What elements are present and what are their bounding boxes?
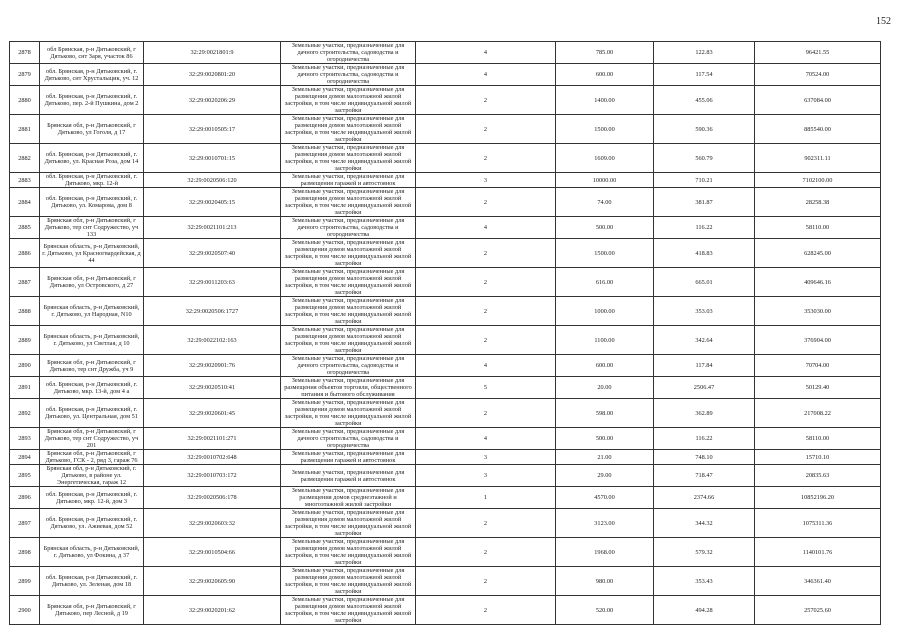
cadastral-value-cell: 217008.22	[755, 399, 881, 428]
address-cell: Брянская область, р-н Дятьковский, г. Дятьково, ул Красногвардейская, д 44	[40, 239, 144, 268]
cadastral-value-cell: 20835.63	[755, 465, 881, 487]
row-number: 2891	[10, 377, 40, 399]
specific-value-cell: 117.54	[654, 64, 755, 86]
group-cell: 5	[416, 377, 556, 399]
specific-value-cell: 344.32	[654, 509, 755, 538]
address-cell: обл. Брянская, р-н Дятьковский, г. Дятьково, снт Хрустальщик, уч. 12	[40, 64, 144, 86]
table-row	[10, 268, 881, 297]
specific-value-cell: 2374.66	[654, 487, 755, 509]
address-cell: Брянская область, р-н Дятьковский, г. Дятьково, ул Фокина, д 37	[40, 538, 144, 567]
address-cell: Брянская обл, р-н Дятьковский, г Дятьково, тер снт Содружество, уч 201	[40, 428, 144, 450]
cadastral-value-cell: 885540.00	[755, 115, 881, 144]
area-cell: 980.00	[556, 567, 654, 596]
cadastral-value-cell: 257025.60	[755, 596, 881, 625]
cadastral-number-cell: 32:29:0021101:213	[144, 217, 281, 239]
group-cell: 1	[416, 487, 556, 509]
land-use-cell: Земельные участки, предназначенные для размещения домов среднеэтажной и многоэтажной жилой застройки	[281, 487, 416, 509]
row-number: 2887	[10, 268, 40, 297]
cadastral-number-cell: 32:29:0021801:9	[144, 42, 281, 64]
table-row	[10, 355, 881, 377]
land-use-cell: Земельные участки, предназначенные для дачного строительства, садоводства и огородничества	[281, 64, 416, 86]
group-cell: 2	[416, 144, 556, 173]
cadastral-number-cell: 32:29:0020507:40	[144, 239, 281, 268]
land-use-cell: Земельные участки, предназначенные для размещения домов малоэтажной жилой застройки, в том числе индивидуальной жилой застройки	[281, 297, 416, 326]
group-cell: 4	[416, 428, 556, 450]
group-cell: 2	[416, 268, 556, 297]
area-cell: 785.00	[556, 42, 654, 64]
specific-value-cell: 718.47	[654, 465, 755, 487]
area-cell: 4570.00	[556, 487, 654, 509]
address-cell: Брянская область, р-н Дятьковский, г. Дятьково, ул Светлая, д 10	[40, 326, 144, 355]
area-cell: 500.00	[556, 217, 654, 239]
area-cell: 1609.00	[556, 144, 654, 173]
group-cell: 2	[416, 188, 556, 217]
address-cell: Брянская область, р-н Дятьковский, г. Дятьково, ул Народная, N10	[40, 297, 144, 326]
row-number: 2896	[10, 487, 40, 509]
area-cell: 3123.00	[556, 509, 654, 538]
land-use-cell: Земельные участки, предназначенные для размещения домов малоэтажной жилой застройки, в том числе индивидуальной жилой застройки	[281, 115, 416, 144]
area-cell: 616.00	[556, 268, 654, 297]
table-row	[10, 450, 881, 465]
area-cell: 20.00	[556, 377, 654, 399]
land-use-cell: Земельные участки, предназначенные для размещения домов малоэтажной жилой застройки, в том числе индивидуальной жилой застройки	[281, 188, 416, 217]
cadastral-value-cell: 7102100.00	[755, 173, 881, 188]
group-cell: 2	[416, 509, 556, 538]
area-cell: 1100.00	[556, 326, 654, 355]
land-use-cell: Земельные участки, предназначенные для размещения домов малоэтажной жилой застройки, в том числе индивидуальной жилой застройки	[281, 538, 416, 567]
cadastral-value-cell: 58110.00	[755, 217, 881, 239]
row-number: 2884	[10, 188, 40, 217]
area-cell: 10000.00	[556, 173, 654, 188]
table-row	[10, 188, 881, 217]
cadastral-value-cell: 58110.00	[755, 428, 881, 450]
address-cell: обл. Брянская, р-н Дятьковский, г. Дятьково, пер. 2-й Пушкина, дом 2	[40, 86, 144, 115]
specific-value-cell: 2506.47	[654, 377, 755, 399]
cadastral-number-cell: 32:29:0010702:648	[144, 450, 281, 465]
group-cell: 2	[416, 538, 556, 567]
cadastral-number-cell: 32:29:0020506:120	[144, 173, 281, 188]
row-number: 2893	[10, 428, 40, 450]
land-use-cell: Земельные участки, предназначенные для размещения гаражей и автостоянок	[281, 173, 416, 188]
row-number: 2898	[10, 538, 40, 567]
specific-value-cell: 122.83	[654, 42, 755, 64]
cadastral-value-cell: 902311.11	[755, 144, 881, 173]
cadastral-number-cell: 32:29:0020206:29	[144, 86, 281, 115]
specific-value-cell: 455.06	[654, 86, 755, 115]
table-row	[10, 42, 881, 64]
land-use-cell: Земельные участки, предназначенные для размещения домов малоэтажной жилой застройки, в том числе индивидуальной жилой застройки	[281, 239, 416, 268]
area-cell: 74.00	[556, 188, 654, 217]
land-use-cell: Земельные участки, предназначенные для размещения домов малоэтажной жилой застройки, в том числе индивидуальной жилой застройки	[281, 86, 416, 115]
table-row	[10, 144, 881, 173]
cadastral-value-cell: 637084.00	[755, 86, 881, 115]
address-cell: Брянская обл, р-н Дятьковский, г. Дятьково, в районе ул. Энергетическая, гараж 12	[40, 465, 144, 487]
cadastral-value-cell: 353030.00	[755, 297, 881, 326]
group-cell: 2	[416, 239, 556, 268]
specific-value-cell: 116.22	[654, 217, 755, 239]
cadastral-number-cell: 32:29:0010505:17	[144, 115, 281, 144]
land-use-cell: Земельные участки, предназначенные для размещения домов малоэтажной жилой застройки, в том числе индивидуальной жилой застройки	[281, 326, 416, 355]
area-cell: 1500.00	[556, 115, 654, 144]
table-row	[10, 86, 881, 115]
row-number: 2883	[10, 173, 40, 188]
cadastral-number-cell: 32:29:0020605:90	[144, 567, 281, 596]
specific-value-cell: 560.79	[654, 144, 755, 173]
page-number: 152	[876, 16, 891, 27]
land-use-cell: Земельные участки, предназначенные для дачного строительства, садоводства и огородничества	[281, 355, 416, 377]
specific-value-cell: 748.10	[654, 450, 755, 465]
cadastral-value-cell: 28258.38	[755, 188, 881, 217]
table-body	[10, 42, 881, 625]
land-use-cell: Земельные участки, предназначенные для размещения гаражей и автостоянок	[281, 465, 416, 487]
group-cell: 4	[416, 355, 556, 377]
row-number: 2886	[10, 239, 40, 268]
area-cell: 1500.00	[556, 239, 654, 268]
table-row	[10, 173, 881, 188]
table-row	[10, 465, 881, 487]
group-cell: 2	[416, 326, 556, 355]
land-use-cell: Земельные участки, предназначенные для размещения гаражей и автостоянок	[281, 450, 416, 465]
cadastral-value-cell: 15710.10	[755, 450, 881, 465]
row-number: 2888	[10, 297, 40, 326]
area-cell: 29.00	[556, 465, 654, 487]
specific-value-cell: 116.22	[654, 428, 755, 450]
table-row	[10, 115, 881, 144]
cadastral-value-cell: 50129.40	[755, 377, 881, 399]
row-number: 2889	[10, 326, 40, 355]
row-number: 2894	[10, 450, 40, 465]
land-use-cell: Земельные участки, предназначенные для размещения домов малоэтажной жилой застройки, в том числе индивидуальной жилой застройки	[281, 144, 416, 173]
table-row	[10, 377, 881, 399]
specific-value-cell: 665.01	[654, 268, 755, 297]
group-cell: 3	[416, 450, 556, 465]
cadastral-number-cell: 32:29:0022102:163	[144, 326, 281, 355]
specific-value-cell: 494.28	[654, 596, 755, 625]
cadastral-value-cell: 1140101.76	[755, 538, 881, 567]
cadastral-number-cell: 32:29:0020506:178	[144, 487, 281, 509]
area-cell: 500.00	[556, 428, 654, 450]
cadastral-value-cell: 70524.00	[755, 64, 881, 86]
group-cell: 2	[416, 297, 556, 326]
land-use-cell: Земельные участки, предназначенные для размещения домов малоэтажной жилой застройки, в том числе индивидуальной жилой застройки	[281, 567, 416, 596]
cadastral-number-cell: 32:29:0011203:63	[144, 268, 281, 297]
row-number: 2897	[10, 509, 40, 538]
area-cell: 1968.00	[556, 538, 654, 567]
table-row	[10, 64, 881, 86]
row-number: 2880	[10, 86, 40, 115]
specific-value-cell: 353.43	[654, 567, 755, 596]
address-cell: Брянская обл, р-н Дятьковский, г Дятьково, тер снт Содружество, уч 133	[40, 217, 144, 239]
group-cell: 4	[416, 64, 556, 86]
cadastral-value-cell: 409646.16	[755, 268, 881, 297]
address-cell: Брянская обл, р-н Дятьковский, г Дятьково, ГСК - 2, ряд 3, гараж 76	[40, 450, 144, 465]
specific-value-cell: 362.89	[654, 399, 755, 428]
address-cell: обл. Брянская, р-н Дятьковский, г. Дятьково, ул. Ажиевая, дом 52	[40, 509, 144, 538]
area-cell: 600.00	[556, 64, 654, 86]
specific-value-cell: 381.87	[654, 188, 755, 217]
land-use-cell: Земельные участки, предназначенные для размещения объектов торговли, общественного питания и бытового обслуживания	[281, 377, 416, 399]
row-number: 2882	[10, 144, 40, 173]
specific-value-cell: 353.03	[654, 297, 755, 326]
group-cell: 2	[416, 115, 556, 144]
group-cell: 4	[416, 42, 556, 64]
address-cell: Брянская обл, р-н Дятьковский, г Дятьково, ул Гоголя, д 17	[40, 115, 144, 144]
group-cell: 3	[416, 173, 556, 188]
specific-value-cell: 579.32	[654, 538, 755, 567]
area-cell: 598.00	[556, 399, 654, 428]
area-cell: 1000.00	[556, 297, 654, 326]
address-cell: обл. Брянская, р-н Дятьковский, г. Дятьково, мкр. 12-й	[40, 173, 144, 188]
cadastral-number-cell: 32:29:0020601:45	[144, 399, 281, 428]
cadastral-number-cell: 32:29:0010701:15	[144, 144, 281, 173]
group-cell: 3	[416, 465, 556, 487]
land-use-cell: Земельные участки, предназначенные для размещения домов малоэтажной жилой застройки, в том числе индивидуальной жилой застройки	[281, 399, 416, 428]
specific-value-cell: 117.84	[654, 355, 755, 377]
table-row	[10, 399, 881, 428]
group-cell: 2	[416, 596, 556, 625]
cadastral-value-cell: 376904.00	[755, 326, 881, 355]
cadastral-number-cell: 32:29:0021101:271	[144, 428, 281, 450]
cadastral-number-cell: 32:29:0010703:172	[144, 465, 281, 487]
cadastral-number-cell: 32:29:0020510:41	[144, 377, 281, 399]
group-cell: 2	[416, 86, 556, 115]
cadastral-number-cell: 32:29:0020506:1727	[144, 297, 281, 326]
cadastral-value-table	[9, 41, 881, 625]
address-cell: обл. Брянская, р-н Дятьковский, г. Дятьково, ул. Центральная, дом 51	[40, 399, 144, 428]
cadastral-value-cell: 628245.00	[755, 239, 881, 268]
table-row	[10, 567, 881, 596]
cadastral-value-cell: 70704.00	[755, 355, 881, 377]
group-cell: 2	[416, 567, 556, 596]
table-row	[10, 217, 881, 239]
table-row	[10, 297, 881, 326]
address-cell: обл. Брянская, р-н Дятьковский, г. Дятьково, ул. Красная Роза, дом 14	[40, 144, 144, 173]
table-row	[10, 596, 881, 625]
group-cell: 4	[416, 217, 556, 239]
row-number: 2892	[10, 399, 40, 428]
land-use-cell: Земельные участки, предназначенные для дачного строительства, садоводства и огородничества	[281, 428, 416, 450]
row-number: 2899	[10, 567, 40, 596]
address-cell: обл. Брянская, р-н Дятьковский, г. Дятьково, мкр. 13-й, дом 4 а	[40, 377, 144, 399]
address-cell: обл. Брянская, р-н Дятьковский, г. Дятьково, мкр. 12-й, дом 3	[40, 487, 144, 509]
address-cell: Брянская обл, р-н Дятьковский, г Дятьково, пер Лесной, д 19	[40, 596, 144, 625]
cadastral-value-cell: 10852196.20	[755, 487, 881, 509]
cadastral-number-cell: 32:29:0020603:32	[144, 509, 281, 538]
cadastral-value-cell: 1075311.36	[755, 509, 881, 538]
table-row	[10, 428, 881, 450]
group-cell: 2	[416, 399, 556, 428]
address-cell: обл Брянская, р-н Дятьковский, г Дятьково, снт Заря, участок 86	[40, 42, 144, 64]
cadastral-number-cell: 32:29:0020201:62	[144, 596, 281, 625]
cadastral-number-cell: 32:29:0020901:76	[144, 355, 281, 377]
row-number: 2895	[10, 465, 40, 487]
specific-value-cell: 342.64	[654, 326, 755, 355]
row-number: 2890	[10, 355, 40, 377]
row-number: 2878	[10, 42, 40, 64]
row-number: 2881	[10, 115, 40, 144]
land-use-cell: Земельные участки, предназначенные для размещения домов малоэтажной жилой застройки, в том числе индивидуальной жилой застройки	[281, 268, 416, 297]
table-row	[10, 538, 881, 567]
land-use-cell: Земельные участки, предназначенные для размещения домов малоэтажной жилой застройки, в том числе индивидуальной жилой застройки	[281, 509, 416, 538]
cadastral-value-cell: 96421.55	[755, 42, 881, 64]
land-use-cell: Земельные участки, предназначенные для дачного строительства, садоводства и огородничества	[281, 42, 416, 64]
table-row	[10, 509, 881, 538]
specific-value-cell: 418.83	[654, 239, 755, 268]
specific-value-cell: 710.21	[654, 173, 755, 188]
specific-value-cell: 590.36	[654, 115, 755, 144]
address-cell: Брянская обл, р-н Дятьковский, г Дятьково, тер снт Дружба, уч 9	[40, 355, 144, 377]
land-use-cell: Земельные участки, предназначенные для размещения домов малоэтажной жилой застройки, в том числе индивидуальной жилой застройки	[281, 596, 416, 625]
table-row	[10, 487, 881, 509]
area-cell: 1400.00	[556, 86, 654, 115]
address-cell: Брянская обл, р-н Дятьковский, г Дятьково, ул Островского, д 27	[40, 268, 144, 297]
area-cell: 520.00	[556, 596, 654, 625]
area-cell: 600.00	[556, 355, 654, 377]
table-row	[10, 239, 881, 268]
row-number: 2879	[10, 64, 40, 86]
row-number: 2885	[10, 217, 40, 239]
cadastral-value-cell: 346361.40	[755, 567, 881, 596]
row-number: 2900	[10, 596, 40, 625]
address-cell: обл. Брянская, р-н Дятьковский, г. Дятьково, ул. Зеленая, дом 18	[40, 567, 144, 596]
land-use-cell: Земельные участки, предназначенные для дачного строительства, садоводства и огородничества	[281, 217, 416, 239]
address-cell: обл. Брянская, р-н Дятьковский, г. Дятьково, ул. Комарова, дом 8	[40, 188, 144, 217]
cadastral-number-cell: 32:29:0020801:20	[144, 64, 281, 86]
table-row	[10, 326, 881, 355]
cadastral-number-cell: 32:29:0020405:15	[144, 188, 281, 217]
area-cell: 21.00	[556, 450, 654, 465]
cadastral-number-cell: 32:29:0010504:66	[144, 538, 281, 567]
